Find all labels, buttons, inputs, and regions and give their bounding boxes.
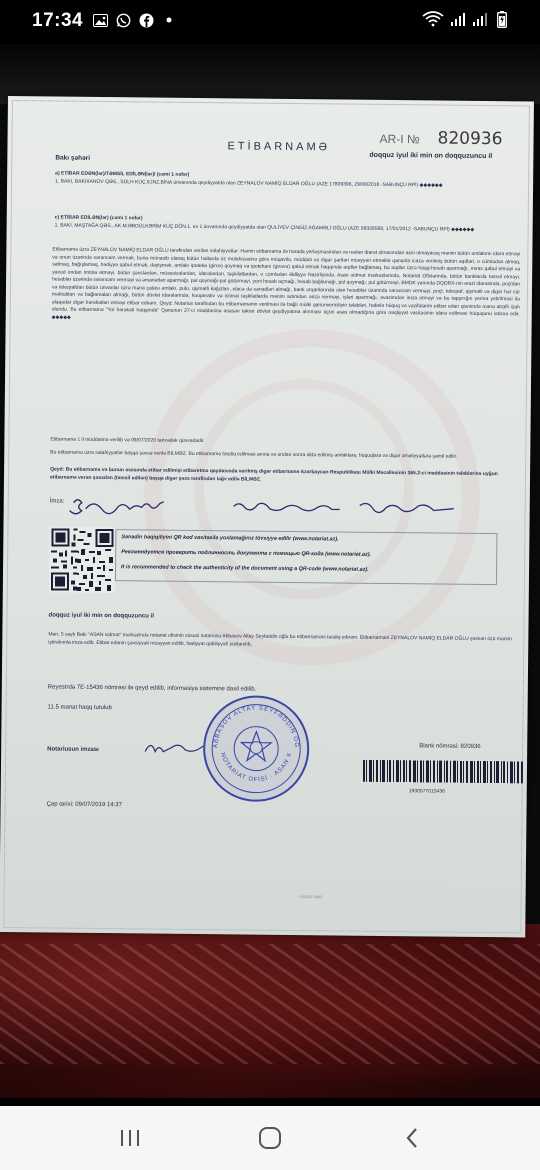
- home-button[interactable]: [250, 1122, 290, 1154]
- qr-info-az: Sənədin həqiqiliyini QR kod vasitəsilə yoxlamağınız tövsiyyə edilir (www.notariat.az).: [121, 534, 339, 543]
- notary-certification-text: Mən, 5 saylı Bakı "ASAN xidmət" mərkəzində notariat ofisinin xüsusi notariusu Abbasov Altay Seyfəddin oğlu bu etibarnaməni təsdiq edirəm. Etibarnaməni ZEYNALOV NAMİQ ELDAR OĞLU şəxsən özü mənim iştirakımla imza edib. Etibar edənin şəxsiyyəti müəyyən edilib, fəaliyyət qabiliyyəti yoxlanılıb.: [48, 631, 512, 648]
- svg-text:NOTARİAT OFİSİ · ASAN XİDMƏT: NOTARİAT OFİSİ · ASAN XİDMƏT: [219, 751, 294, 784]
- photo-background: [0, 44, 540, 104]
- back-icon: [404, 1127, 420, 1149]
- blank-number: Blank nömrəsi: 820936: [419, 743, 481, 750]
- section-a-heading: a) ETİBAR EDƏN(lər)/TƏMSİL EDİLƏN(lər)/ (cəmi 1 nəfər): [55, 170, 190, 178]
- document-date-words: doqquz iyul iki min on doqquzuncu il: [369, 151, 493, 161]
- recent-apps-button[interactable]: [110, 1122, 150, 1154]
- barcode: [363, 760, 523, 784]
- notification-icons: [92, 12, 177, 28]
- qr-info-ru: Рекомендуется проверить подлинность документа с помощью QR-кода (www.notariat.az).: [121, 549, 372, 558]
- section-c-body: 1. BAKI, MAŞTAĞA QƏS., AK.M.ƏBDÜLKƏRİM KÜÇ.DÖN.1, ev 1 ünvanında qeydiyyatda olan QULİYEV ÇİNGİZ AĞAMƏLİ OĞLU (AZE 09328568, 17/01/2012 -SABUNÇU RPİ) ◆◆◆◆◆◆: [54, 222, 475, 233]
- fee-text: 11.5 manat haqq tutulub: [47, 704, 112, 712]
- signature-label: İmza:: [49, 498, 65, 505]
- dot-icon: [161, 12, 177, 28]
- document-title: ETİBARNAMƏ: [227, 140, 330, 154]
- status-bar: [0, 0, 540, 44]
- navigation-bar: [0, 1106, 540, 1170]
- section-a-body: 1. BAKI, BAKIXANOV QƏS., SÜLH KÜÇ.8,İNZ.BİNA ünvanında qeydiyyatda olan ZEYNALOV NAMİQ ELDAR OĞLU (AZE 17809396, 29/08/2018 -SABUNÇU RPİ) ◆◆◆◆◆◆: [55, 178, 443, 189]
- battery-icon: [494, 11, 510, 27]
- barcode-number: 1930577015436: [408, 788, 445, 795]
- substitution-text: Bu etibarnamə üzrə səlahiyyətlər başqa şəxsə verilə BİLMƏZ. Bu etibarnamə tasdiq edilməsi anına və ondan sonra əldə edilmiş əmlaklara, hüquqlara və digər əmaliyyətlərə şamil edilir.: [50, 449, 458, 460]
- notary-date-words: doqquz iyul iki min on doqquzuncu il: [48, 612, 154, 620]
- print-date: Çap tarixi: 09/07/2019 14:37: [46, 801, 123, 809]
- notary-signature-label: Notariusun imzası: [47, 746, 99, 753]
- svg-text:ABBASOV ALTAY SEYFƏDDİN OĞLU: ABBASOV ALTAY SEYFƏDDİN OĞLU: [213, 705, 300, 749]
- notary-seal: [201, 693, 312, 804]
- home-icon: [258, 1126, 282, 1150]
- facebook-icon: [138, 12, 154, 28]
- qr-info-en: It is recommended to check the authenticity of the document using a QR-code (www.notariat.az).: [121, 564, 369, 573]
- recent-apps-icon: [119, 1128, 141, 1148]
- gallery-icon: [92, 12, 108, 28]
- section-c-heading: c) ETİBAR EDİLƏN(lər) (cəmi 1 nəfər): [54, 214, 143, 222]
- document-city: Bakı şəhəri: [55, 154, 91, 162]
- notary-signature: [141, 737, 211, 758]
- signal-icon: [472, 11, 488, 27]
- printer-mark: DİGAR MMC: [299, 894, 324, 900]
- document-series: AR-I №: [379, 131, 420, 147]
- qr-code: [49, 526, 116, 593]
- validity-text: Etibarnamə 1 il müddətinə verilib və 09/07/2020 tarixədək qüvvədədir.: [50, 436, 205, 445]
- power-of-attorney-document: [0, 96, 534, 937]
- status-time: 17:34: [32, 10, 84, 31]
- registry-text: Reyestrdə 7E-15436 nömrəsi ilə qeyd edilib, informasiya sistemine daxil edilib.: [47, 684, 257, 693]
- wifi-icon: [422, 11, 444, 27]
- system-icons: [422, 11, 510, 27]
- handwritten-signature: [64, 495, 514, 522]
- back-button[interactable]: [392, 1122, 432, 1154]
- whatsapp-icon: [115, 12, 131, 28]
- note-text: Qeyd: Bu etibarnamə və bunun əsasında etibar edilmişi etibaretmə qaydasında verilmiş digər etibarnamə Azərbaycan Respublikası Mülki Məcəlləsinin 365.2-ci maddəsinin tələblərinə uyğun etibarnamə verən şəxsdən (təmsil edilən) başqa digər şəxs tərəfindən ləğv edilə BİLMƏZ.: [49, 466, 498, 483]
- document-serial: 820936: [437, 128, 503, 150]
- document-photo[interactable]: [0, 44, 540, 1098]
- signal-icon: [450, 11, 466, 27]
- powers-paragraph: Etibarnamə üzrə ZEYNALOV NAMİQ ELDAR OĞLU tərəfindən verilən səlahiyyətlər: Həmin etibarnamə ilə hərada yerləşməsindən və nədən ibarət olmasından asılı olmayaraq mənim bütün əmlakımı idarə etməyi və onun üzərində sərəncam vermək, buna münasib olaraq bütün hallarda öz mülahizəsinə görə müqavilə, müddəti və digər şərtləri müəyyən etməklə qanunla icazə verilmiş bütün əqdləri, o cümlədən almaq, satmaq, bağışlamaq, hədiyyə qəbul etmək, dəyişmək, əmlakı ipoteka (girov) qoymaq və ipotekanı (girovu) qəbul etmək haqqında əqdlər bağlamaq, bu əqdlər üzrə haqq-hesab aparmağı, miras qəbul etməyi və yaxud ondan imtina etməyi, bütün şəxslərdən, müəssisələrdən, idarələrdən, təşkilatlardan, o cümlədən Ədliyyə Nazirliyində, Asan xidmət mərkəzlərində, Notariat Ofislərində, bütün banklarda təmsil etməyi, hesablar üzərində sərəncam verməyi və əmanətləri aparmağı, pul qoymağı-pul götürməyi, yeni hesab açmağı, hesab bağlamağı, pul qoymağı, pul götürməyi, BMDK yanında DQDRX-nin ərazi idarəsində, poçtdan və teleqrafdan bütün ünvanlar üzrə məna çatası əmlakı, pulu, qiymətli kağızları, elacə də sənədləri almağı, bank orqanlarında olan hesablar üzərində sərəncam verməyi, poçt, teleqraf, qiymətli və digər hər cür məktubları və bağlamaları almağı, bütün dövlət idarələrində, kooperativ və ictimai təşkilatlarda mənim adımdan ərizə verməyi, işləri aparmağı, əvəzimdən imza etməyi və bu tapşırığın yerinə yetirilməsi ilə əlaqədar digər hərəkətləri etməyi etibar edirəm. Qeyd: Notarius tərəfindən bu etibarnamənin verilməsi ilə bağlı mülki qanunvericiliyin tələbləri, habelə hüquq və vəzifələrim etibar edən qismində mənə ətraflı izah olundu. Bu etibarnamə "Yol hərəkəti haqqında" Qanunun 27-ci maddəsinə əsasən təkrar dövlət qeydiyyatına alınması üçün əsas olmadığına görə nəqliyyat vasitəsinin idarə edilməsi hüququnu istisna edir. ◆◆◆◆◆: [51, 246, 521, 321]
- carpet-pattern: [0, 944, 540, 1064]
